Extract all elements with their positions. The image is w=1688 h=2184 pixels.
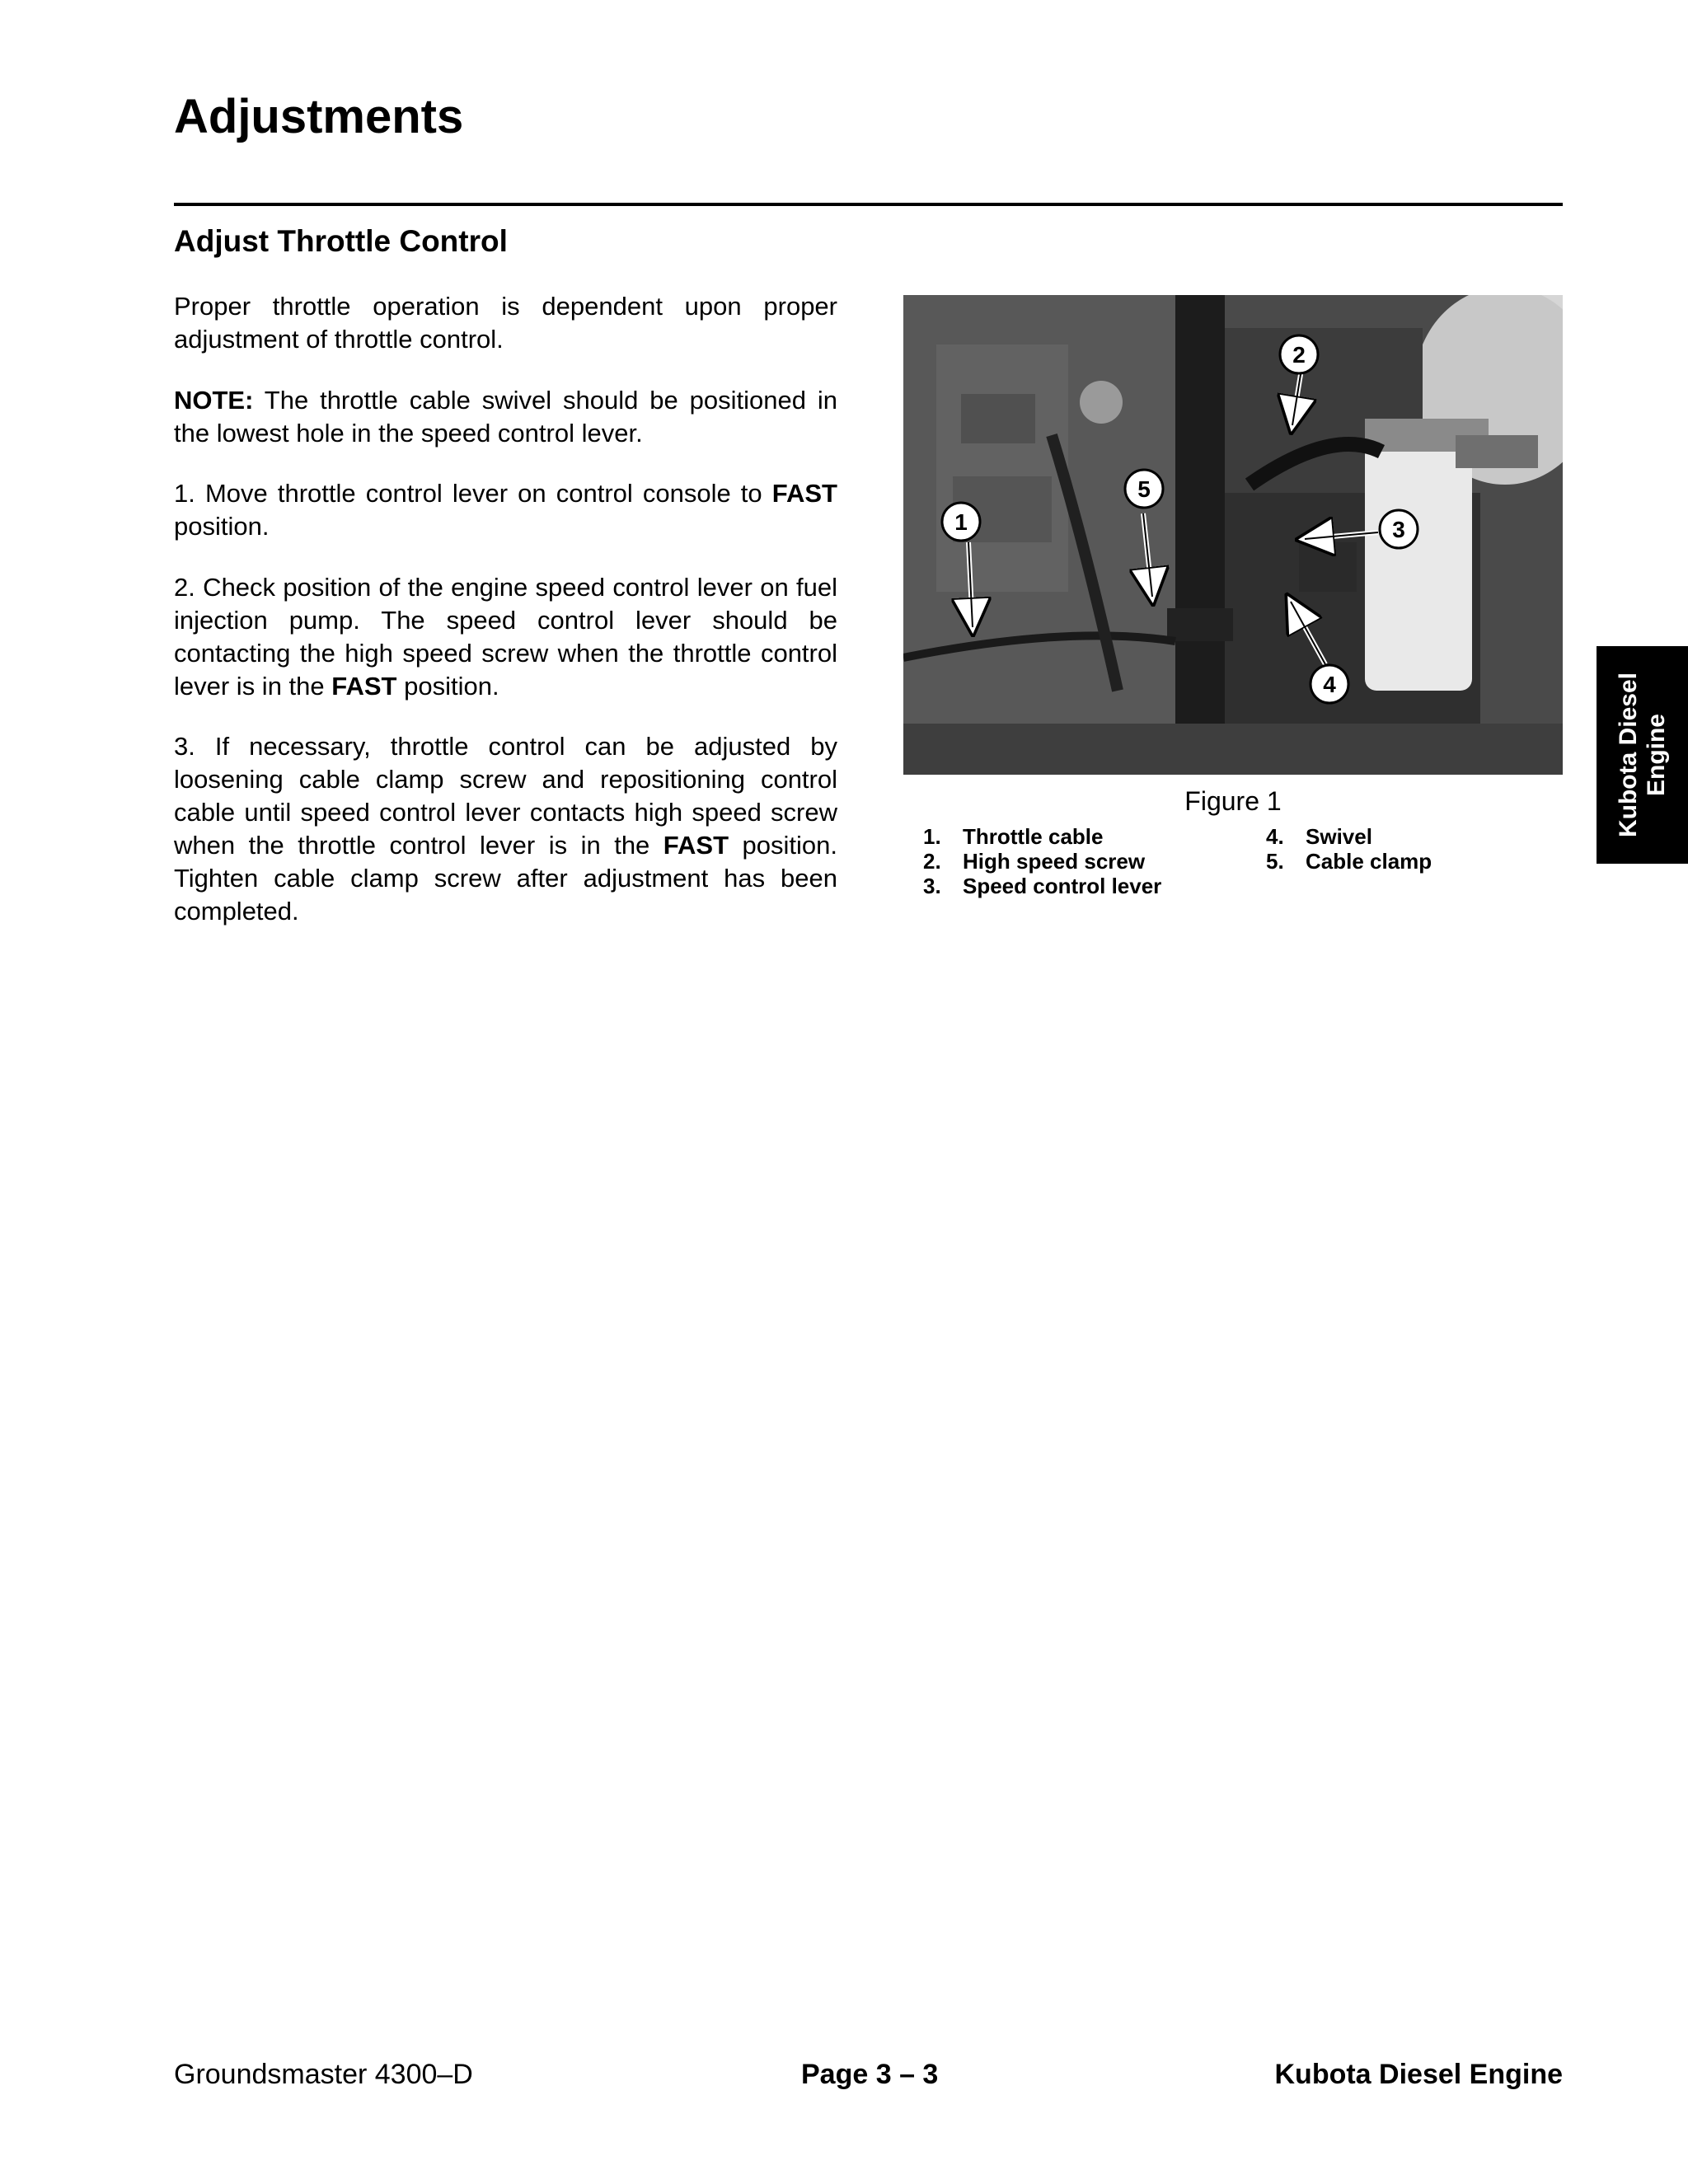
note-text: The throttle cable swivel should be positioned in the lowest hole in the speed control lever. bbox=[174, 386, 837, 448]
figure-caption: Figure 1 bbox=[1184, 786, 1282, 816]
side-tab-line-1: Kubota Diesel bbox=[1614, 672, 1642, 838]
step-2-text-end: position. bbox=[396, 672, 499, 701]
svg-text:5: 5 bbox=[1137, 476, 1151, 502]
legend-item: 5. Cable clamp bbox=[1266, 849, 1432, 874]
footer-chapter-name: Kubota Diesel Engine bbox=[1274, 2059, 1563, 2090]
intro-text: Proper throttle operation is dependent upon proper adjustment of throttle control. bbox=[174, 292, 837, 354]
legend-item: 4. Swivel bbox=[1266, 824, 1372, 849]
engine-photo bbox=[903, 295, 1563, 775]
step-2-emphasis: FAST bbox=[331, 672, 397, 701]
step-3-emphasis: FAST bbox=[663, 831, 729, 860]
intro-paragraph bbox=[174, 290, 837, 356]
svg-text:3: 3 bbox=[1392, 517, 1405, 542]
step-1-emphasis: FAST bbox=[771, 479, 837, 508]
callout-3 bbox=[1380, 510, 1418, 548]
step-2-text: 2. Check position of the engine speed control lever on fuel injection pump. The speed control lever should be contacting the high speed screw when the throttle control lever is in the bbox=[174, 573, 837, 701]
svg-text:4: 4 bbox=[1323, 672, 1336, 697]
note-paragraph bbox=[174, 384, 837, 450]
step-3-paragraph bbox=[174, 730, 837, 928]
section-title: Adjustments bbox=[174, 90, 464, 143]
note-label: NOTE: bbox=[174, 386, 254, 415]
side-tab-line-2: Engine bbox=[1642, 713, 1670, 797]
legend-item: 1. Throttle cable bbox=[923, 824, 1104, 849]
svg-text:2: 2 bbox=[1292, 342, 1306, 368]
callout-5 bbox=[1125, 470, 1163, 508]
legend-item: 3. Speed control lever bbox=[923, 874, 1162, 898]
section-divider bbox=[174, 203, 1563, 206]
footer-manual-name: Groundsmaster 4300–D bbox=[174, 2059, 473, 2090]
chapter-side-tab bbox=[1597, 646, 1688, 864]
step-1-paragraph bbox=[174, 477, 837, 543]
subsection-title: Adjust Throttle Control bbox=[174, 224, 508, 258]
step-3-text: 3. If necessary, throttle control can be adjusted by loosening cable clamp screw and repositioning control cable until speed control lever contacts high speed screw when the throttle control lever is in the bbox=[174, 732, 837, 860]
callout-1 bbox=[942, 503, 980, 541]
step-3-text-end: position. Tighten cable clamp screw after adjustment has been completed. bbox=[174, 831, 837, 926]
callout-4 bbox=[1311, 665, 1348, 703]
engine-photo-figure bbox=[903, 295, 1563, 775]
step-2-paragraph bbox=[174, 571, 837, 703]
footer-page-number: Page 3 – 3 bbox=[801, 2059, 939, 2090]
svg-text:1: 1 bbox=[954, 509, 968, 535]
step-1-text-end: position. bbox=[174, 512, 270, 541]
step-1-text: 1. Move throttle control lever on control console to bbox=[174, 479, 772, 508]
callout-2 bbox=[1280, 335, 1318, 373]
legend-item: 2. High speed screw bbox=[923, 849, 1146, 874]
